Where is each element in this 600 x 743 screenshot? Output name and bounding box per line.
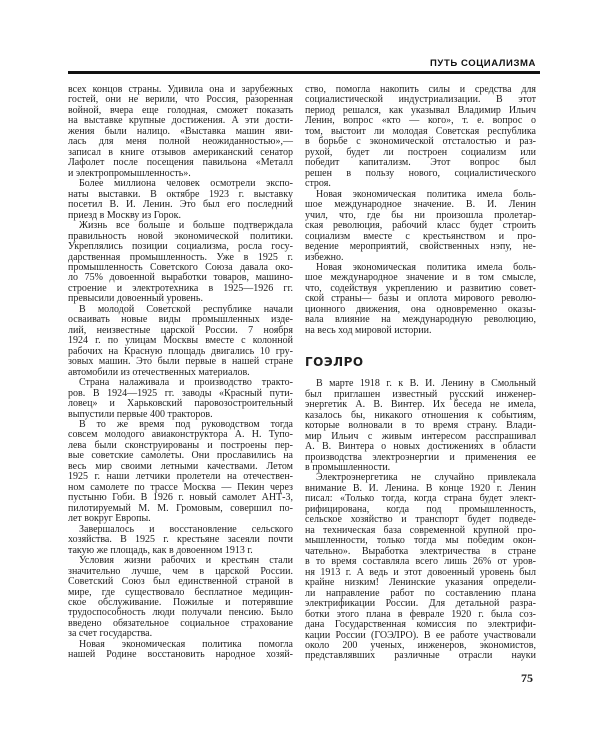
text-line: избежно. bbox=[305, 251, 344, 263]
text-line: лет вокруг Европы. bbox=[68, 513, 151, 525]
text-line: в борьбе с экономической отсталостью и раз- bbox=[305, 136, 536, 148]
left-column bbox=[68, 85, 293, 661]
text-line: пилотируемый М. М. Громовым, совершил по- bbox=[68, 502, 293, 514]
text-line: пустыню Гоби. В 1926 г. новый самолет АНТ-3, bbox=[68, 492, 293, 504]
text-line: рифицирована, когда под промышленность, bbox=[305, 503, 536, 515]
text-line: ведение мероприятий, свойственных нэпу, не- bbox=[305, 241, 536, 253]
text-line: около 200 ученых, инженеров, экономистов, bbox=[305, 639, 536, 651]
text-line: и электропромышленность». bbox=[68, 167, 191, 179]
text-line: осваивать новые виды промышленных изде- bbox=[68, 314, 293, 326]
section-heading-goelro: ГОЭЛРО bbox=[305, 355, 364, 370]
text-line: Укреплялись позиции социализма, росла госу- bbox=[68, 241, 293, 253]
paragraph bbox=[305, 263, 536, 336]
text-line: в промышленности. bbox=[305, 462, 391, 473]
text-line: нашей Родине восстановить народное хозяй- bbox=[68, 649, 293, 661]
text-line: Ленин, вопрос «кто — кого», т. е. вопрос о bbox=[305, 115, 536, 127]
text-line: В марте 1918 г. к В. И. Ленину в Смольный bbox=[316, 378, 536, 390]
text-line: ботки этого плана в феврале 1920 г. была соз- bbox=[305, 608, 536, 620]
text-line: правильность новой экономической политики. bbox=[68, 230, 293, 242]
paragraph bbox=[68, 556, 293, 640]
text-line: вала влияние на международную революцию, bbox=[305, 314, 536, 326]
goelro-paragraphs bbox=[305, 379, 536, 662]
text-line: 1925 г. наши летчики пролетели на отечествен- bbox=[68, 471, 293, 483]
text-line: всех концов страны. Удивила она и зарубежных bbox=[68, 84, 293, 95]
text-line: значительно лучше, чем в царской России. bbox=[68, 565, 293, 577]
running-head-title: ПУТЬ СОЦИАЛИЗМА bbox=[430, 58, 536, 69]
text-line: В то же время под руководством тогда bbox=[79, 419, 293, 430]
text-line: ской страны— базы и оплота мирового револю- bbox=[305, 293, 536, 305]
text-line: на техническая база современной крупной про- bbox=[305, 524, 536, 536]
page-number: 75 bbox=[521, 671, 533, 685]
text-line: что, содействуя укреплению и развитию совет- bbox=[305, 282, 536, 294]
text-line: социалистической индустриализации. В этот bbox=[305, 94, 536, 106]
text-line: такую же площадь, как в довоенном 1913 г. bbox=[68, 544, 253, 556]
text-line: ловец» и Харьковский паровозостроительный bbox=[68, 398, 293, 410]
text-line: дарственная промышленность. Уже в 1925 г. bbox=[68, 251, 293, 263]
text-line: записал в книге отзывов американский сенатор bbox=[68, 146, 293, 158]
paragraph bbox=[68, 378, 293, 420]
header-rule bbox=[68, 71, 540, 74]
paragraph bbox=[305, 85, 536, 190]
text-line: ционного движения, она одновременно оказы- bbox=[305, 303, 536, 315]
text-line: А. В. Винтера о новых достижениях в области bbox=[305, 441, 536, 453]
text-line: сельское хозяйство и транспорт будет подведе- bbox=[305, 514, 536, 526]
text-line: кации России (ГОЭЛРО). В ее работе участвовали bbox=[305, 629, 536, 641]
text-line: в то время составляла всего лишь 26% от уров- bbox=[305, 556, 536, 568]
paragraph bbox=[68, 179, 293, 221]
text-line: на выставке крупные достижения. А эти дости- bbox=[68, 115, 293, 127]
text-line: электрификации России. Для детальной разра- bbox=[305, 598, 536, 610]
text-line: Советский Союз был единственной страной в bbox=[68, 576, 293, 588]
text-line: В молодой Советской республике начали bbox=[79, 303, 293, 315]
text-line: выпустили первые 400 тракторов. bbox=[68, 408, 213, 420]
text-line: совсем молодого авиаконструктора А. Н. Тупо- bbox=[68, 429, 293, 441]
text-line: трудоспособность люди получали пенсию. Было bbox=[68, 607, 293, 619]
text-line: учил, что, где бы ни произошла пролетар- bbox=[305, 209, 536, 221]
text-line: лий, неизвестные царской России. 7 ноября bbox=[68, 324, 293, 336]
text-line: наты выставки. В октябре 1923 г. выставку bbox=[68, 188, 293, 200]
paragraph bbox=[68, 525, 293, 556]
text-line: Жизнь все больше и больше подтверждала bbox=[79, 220, 293, 232]
text-line: войной, вчера еще голодная, сможет показать bbox=[68, 104, 293, 116]
text-line: ское обслуживание. Пожилые и потерявшие bbox=[68, 596, 293, 608]
text-line: Завершалось и восстановление сельского bbox=[79, 523, 293, 535]
text-line: вые советские самолеты. Они прославились на bbox=[68, 450, 293, 462]
text-line: ров. В 1924—1925 гг. заводы «Красный пути- bbox=[68, 387, 293, 399]
text-line: жения были налицо. «Выставка машин яви- bbox=[68, 125, 293, 137]
text-line: ня 1913 г. А ведь и этот довоенный уровень был bbox=[305, 566, 536, 578]
left-paragraphs bbox=[68, 85, 293, 661]
text-line: Страна налаживала и производство тракто- bbox=[79, 377, 293, 389]
text-line: ство, помогла накопить силы и средства для bbox=[305, 84, 536, 95]
text-line: промышленность Советского Союза давала око- bbox=[68, 261, 293, 273]
text-line: ном самолете по трассе Москва — Пекин через bbox=[68, 481, 293, 493]
right-column bbox=[305, 85, 536, 662]
paragraph bbox=[305, 473, 536, 661]
text-line: победит капитализм. Этот вопрос был bbox=[305, 157, 536, 169]
text-line: весь мир своими летными качествами. Летом bbox=[68, 460, 293, 472]
text-line: казалось бы, никакого отношения к событиям, bbox=[305, 409, 536, 421]
text-line: Новая экономическая политика имела боль- bbox=[316, 188, 536, 200]
text-line: автомобили из отечественных материалов. bbox=[68, 366, 250, 378]
paragraph bbox=[68, 85, 293, 179]
text-line: Электроэнергетика не случайно привлекала bbox=[316, 472, 536, 484]
text-line: приезд в Москву из Горок. bbox=[68, 209, 181, 221]
text-line: решен в пользу нового, социалистического bbox=[305, 167, 536, 179]
text-line: писал: «Только тогда, когда страна будет элект- bbox=[305, 493, 536, 505]
text-line: Более миллиона человек осмотрели экспо- bbox=[79, 178, 293, 190]
text-line: зовых машин. Это были первые в нашей стране bbox=[68, 356, 293, 368]
text-line: хозяйства. В 1925 г. крестьяне засеяли почти bbox=[68, 534, 293, 546]
text-line: дана Государственная комиссия по электрифи- bbox=[305, 619, 536, 631]
text-line: на весь ход мировой истории. bbox=[305, 324, 432, 336]
text-line: 1924 г. по улицам Москвы вместе с колонной bbox=[68, 335, 293, 347]
text-line: строение и электротехника в 1925—1926 гг. bbox=[68, 282, 293, 294]
text-line: мире, где существовало бесплатное медицин- bbox=[68, 586, 293, 598]
text-line: за счет государства. bbox=[68, 628, 153, 640]
text-line: рухой, будет ли построен социализм или bbox=[305, 146, 536, 158]
text-line: мышленности, только тогда мы победим окон- bbox=[305, 535, 536, 547]
paragraph bbox=[68, 420, 293, 525]
text-line: Новая экономическая политика помогла bbox=[79, 638, 293, 650]
paragraph bbox=[68, 640, 293, 661]
text-line: лева были сконструированы и построены пер- bbox=[68, 439, 293, 451]
text-line: шое международное значение и в том смысле, bbox=[305, 272, 536, 284]
text-line: ская революция, рабочий класс будет строить bbox=[305, 220, 536, 232]
text-line: период решался, как указывал Владимир Ильич bbox=[305, 104, 536, 116]
text-line: производства электроэнергии и применения ее bbox=[305, 451, 536, 463]
text-line: Условия жизни рабочих и крестьян стали bbox=[79, 555, 293, 567]
right-paragraphs bbox=[305, 85, 536, 336]
text-line: ли направление работ по составлению плана bbox=[305, 587, 536, 599]
text-line: внимание В. И. Ленина. В конце 1920 г. Ленин bbox=[305, 482, 536, 494]
text-line: чательно». Выработка электричества в стране bbox=[305, 545, 536, 557]
text-line: ло 75% довоенной выработки товаров, машино- bbox=[68, 272, 293, 284]
text-line: энергетик А. В. Винтер. Их беседа не имела, bbox=[305, 399, 536, 411]
text-line: рабочих на Красную площадь двигались 10 гру- bbox=[68, 345, 293, 357]
text-line: шое международное значение. В. И. Ленин bbox=[305, 199, 536, 211]
text-line: Новая экономическая политика имела боль- bbox=[316, 261, 536, 273]
text-line: которые волновали в то время страну. Влади- bbox=[305, 420, 536, 432]
text-line: был приглашен известный русский инженер- bbox=[305, 388, 536, 400]
text-line: строя. bbox=[305, 178, 331, 190]
paragraph bbox=[68, 221, 293, 305]
text-line: гостей, они не верили, что Россия, разоренная bbox=[68, 94, 293, 106]
paragraph bbox=[305, 379, 536, 473]
paragraph bbox=[68, 305, 293, 378]
text-line: мир Ильич с живым интересом расспрашивал bbox=[305, 430, 536, 442]
text-line: превысили довоенный уровень. bbox=[68, 293, 203, 305]
text-line: крайне низким! Ленинские указания определи- bbox=[305, 577, 536, 589]
text-line: том, выстоит ли молодая Советская республика bbox=[305, 125, 536, 137]
text-line: введено обязательное социальное страхование bbox=[68, 617, 293, 629]
text-line: Лафолет после посещения павильона «Металл bbox=[68, 157, 293, 169]
text-line: посетил В. И. Ленин. Это был его последний bbox=[68, 199, 293, 211]
text-line: социализм вместе с крестьянством и про- bbox=[305, 230, 536, 242]
paragraph bbox=[305, 190, 536, 263]
text-line: лась для меня полной неожиданностью»,— bbox=[68, 136, 293, 148]
text-line: представлявших различные отрасли науки bbox=[305, 650, 536, 662]
